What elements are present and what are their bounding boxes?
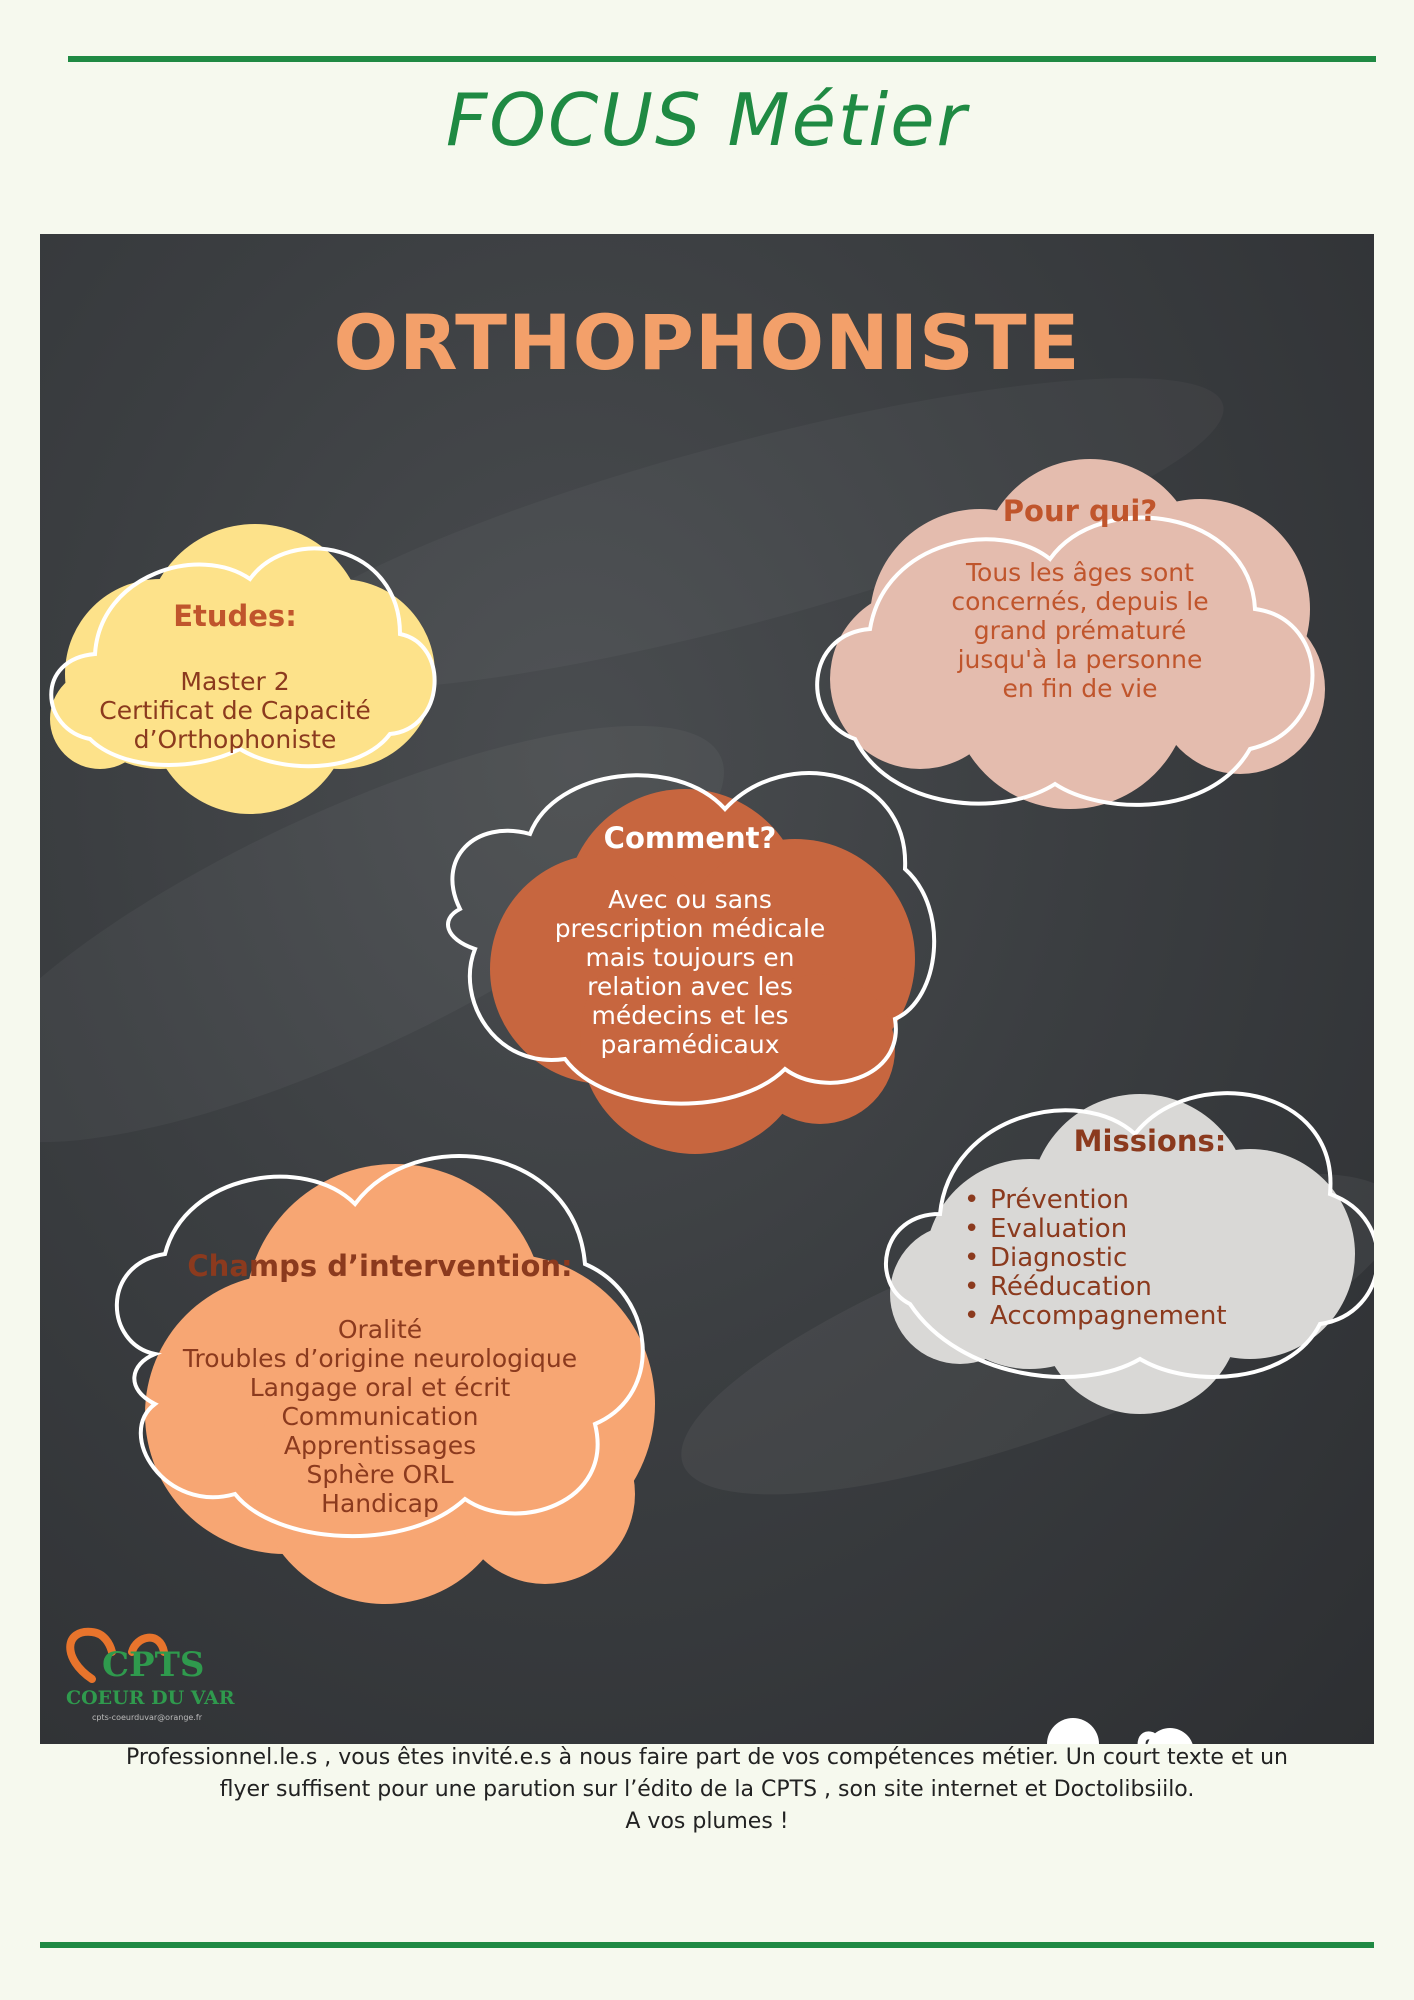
footer-line: A vos plumes ! (625, 1809, 789, 1834)
comment-line: Avec ou sans (608, 885, 772, 914)
etudes-line: d’Orthophoniste (133, 725, 337, 754)
cloud-missions (870, 1044, 1374, 1424)
champs-line: Troubles d’origine neurologique (182, 1344, 578, 1373)
logo-name: CPTS (102, 1645, 205, 1685)
footer-line: flyer suffisent pour une parution sur l’édito de la CPTS , son site internet et Doctolibsiilo. (219, 1777, 1195, 1802)
list-item: • Accompagnement (960, 1302, 1320, 1331)
champs-line: Oralité (337, 1315, 423, 1344)
etudes-line: Certificat de Capacité (99, 696, 371, 725)
cloud-champs (95, 1114, 715, 1604)
bottom-divider (40, 1942, 1374, 1948)
list-item: • Prévention (960, 1186, 1320, 1215)
cpts-logo (52, 1624, 252, 1734)
comment-line: relation avec les (587, 972, 793, 1001)
champs-title: Champs d’intervention: (187, 1249, 573, 1283)
comment-text (525, 821, 855, 1059)
champs-line: Handicap (321, 1489, 439, 1518)
pour-qui-line: grand prématuré (973, 616, 1187, 645)
champs-line: Langage oral et écrit (249, 1373, 511, 1402)
list-item: • Evaluation (960, 1215, 1320, 1244)
etudes-line: Master 2 (180, 667, 290, 696)
comment-line: paramédicaux (600, 1030, 780, 1059)
logo-subtitle: COEUR DU VAR (66, 1687, 235, 1709)
ages-of-life-illustration (770, 1504, 1370, 1744)
child-icon (1047, 1718, 1100, 1744)
comment-line: prescription médicale (554, 914, 826, 943)
pour-qui-line: jusqu'à la personne (957, 645, 1203, 674)
etudes-text (60, 599, 410, 754)
list-item: • Diagnostic (960, 1244, 1320, 1273)
champs-line: Sphère ORL (306, 1460, 454, 1489)
etudes-title: Etudes: (173, 599, 297, 633)
profession-title: ORTHOPHONISTE (333, 298, 1081, 387)
chalkboard-infographic (40, 234, 1374, 1744)
logo-email: cpts-coeurduvar@orange.fr (92, 1713, 202, 1722)
page-title: FOCUS Métier (445, 78, 969, 162)
pour-qui-line: concernés, depuis le (951, 587, 1209, 616)
pour-qui-line: en fin de vie (1002, 674, 1158, 703)
footer-invitation (40, 1742, 1374, 1838)
missions-list (960, 1186, 1320, 1331)
comment-line: médecins et les (591, 1001, 789, 1030)
top-divider (68, 56, 1376, 62)
champs-line: Apprentissages (283, 1431, 477, 1460)
comment-line: mais toujours en (585, 943, 795, 972)
pour-qui-title: Pour qui? (1002, 494, 1158, 528)
pour-qui-text (910, 494, 1250, 703)
footer-line: Professionnel.le.s , vous êtes invité.e.s à nous faire part de vos compétences métier. Un court texte et un (125, 1745, 1288, 1770)
champs-text (155, 1249, 605, 1518)
missions-title: Missions: (1073, 1124, 1227, 1158)
comment-title: Comment? (603, 821, 777, 855)
pour-qui-line: Tous les âges sont (966, 558, 1194, 587)
missions-text (960, 1124, 1320, 1331)
list-item: • Rééducation (960, 1273, 1320, 1302)
champs-line: Communication (281, 1402, 479, 1431)
cloud-etudes (40, 484, 450, 784)
